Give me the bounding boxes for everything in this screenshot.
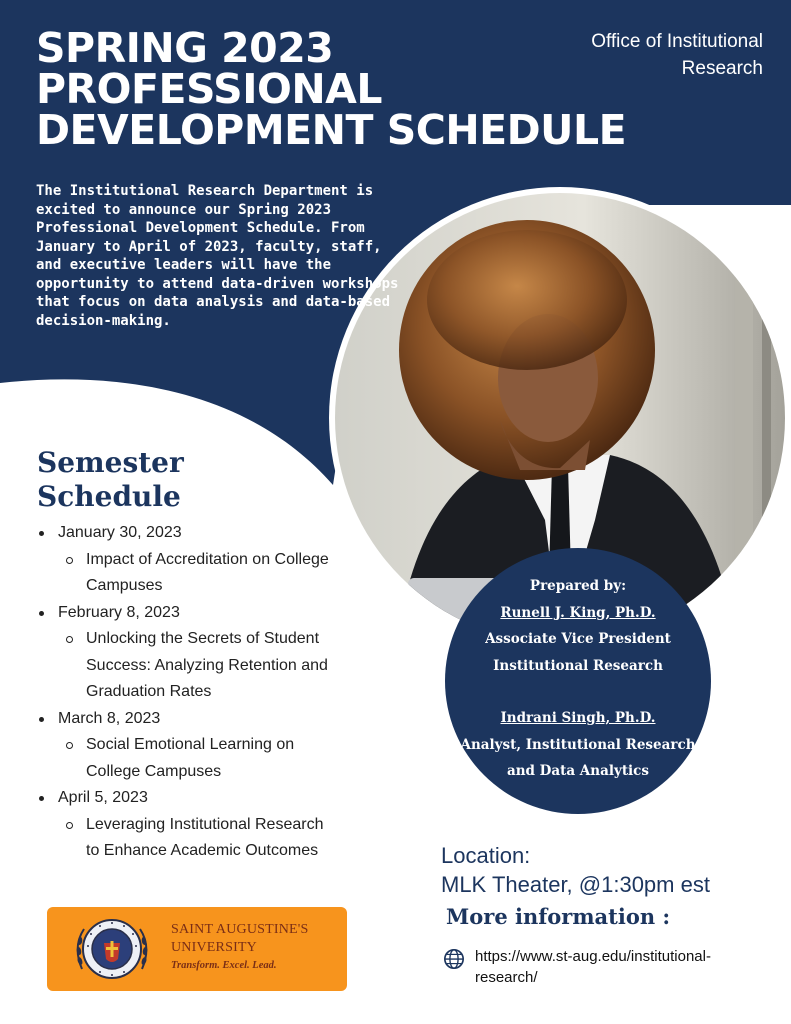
topic-line: College Campuses bbox=[86, 762, 222, 780]
location-value: MLK Theater, @1:30pm est bbox=[441, 872, 710, 897]
topic-line: Graduation Rates bbox=[86, 683, 212, 700]
schedule-heading-line-1: Semester bbox=[37, 446, 184, 479]
topic-item bbox=[58, 812, 400, 865]
topic-list bbox=[58, 547, 400, 600]
presenter-title: Institutional Research bbox=[493, 657, 663, 674]
presenter-name: Runell J. King, Ph.D. bbox=[500, 604, 656, 621]
logo-name-line: UNIVERSITY bbox=[171, 940, 257, 955]
title-line-2: PROFESSIONAL bbox=[36, 65, 382, 113]
topic-line: to Enhance Academic Outcomes bbox=[86, 842, 319, 859]
location-label: Location: bbox=[441, 843, 531, 868]
presenter-title: and Data Analytics bbox=[506, 763, 650, 779]
logo-tagline: Transform. Excel. Lead. bbox=[171, 960, 277, 971]
topic-item bbox=[58, 547, 400, 600]
topic-list bbox=[58, 626, 400, 706]
topic-line: Success: Analyzing Retention and bbox=[86, 656, 328, 674]
schedule-item bbox=[30, 706, 400, 786]
schedule-date: January 30, 2023 bbox=[58, 524, 182, 541]
prepared-by-label: Prepared by: bbox=[529, 578, 627, 594]
logo-wordmark bbox=[171, 921, 309, 971]
topic-list bbox=[58, 732, 400, 785]
office-name: Office of Institutional Research bbox=[591, 31, 763, 79]
schedule-heading-line-2: Schedule bbox=[37, 480, 181, 513]
schedule-date: April 5, 2023 bbox=[58, 789, 148, 806]
topic-line: Unlocking the Secrets of Student bbox=[86, 630, 320, 647]
url-line: research/ bbox=[475, 969, 538, 986]
schedule-item bbox=[30, 600, 400, 706]
location-block bbox=[441, 841, 710, 899]
title-line-1: SPRING 2023 bbox=[36, 24, 334, 72]
title-line-3: DEVELOPMENT SCHEDULE bbox=[36, 106, 627, 154]
more-information-heading: More information : bbox=[446, 904, 671, 929]
topic-item bbox=[58, 732, 400, 785]
globe-icon bbox=[443, 948, 465, 970]
intro-paragraph: The Institutional Research Department is excited to announce our Spring 2023 Professional Development Schedule. From January to April of 2023, faculty, staff, and executive leaders will have the opportunity to attend data-driven workshops that focus on data analysis and data-based decision-making. bbox=[36, 183, 399, 329]
schedule-date: February 8, 2023 bbox=[58, 603, 180, 621]
url-line: https://www.st-aug.edu/institutional- bbox=[475, 948, 711, 965]
website-url[interactable] bbox=[475, 946, 775, 988]
schedule-list bbox=[30, 520, 400, 865]
presenter-title: Analyst, Institutional Research bbox=[460, 736, 696, 753]
presenter-title: Associate Vice President bbox=[485, 631, 671, 647]
presenter-name: Indrani Singh, Ph.D. bbox=[500, 710, 656, 726]
semester-schedule-heading bbox=[37, 446, 184, 514]
topic-item bbox=[58, 626, 400, 706]
university-seal-icon bbox=[74, 911, 150, 987]
topic-line: Social Emotional Learning on bbox=[86, 736, 295, 753]
topic-line: Leveraging Institutional Research bbox=[86, 815, 324, 833]
topic-list bbox=[58, 812, 400, 865]
schedule-date: March 8, 2023 bbox=[58, 709, 161, 727]
schedule-item bbox=[30, 520, 400, 600]
logo-name-line: SAINT AUGUSTINE'S bbox=[171, 922, 309, 937]
prepared-by-badge bbox=[445, 548, 711, 814]
schedule-item bbox=[30, 785, 400, 865]
university-logo bbox=[47, 907, 347, 991]
topic-line: Campuses bbox=[86, 577, 163, 594]
topic-line: Impact of Accreditation on College bbox=[86, 550, 329, 568]
